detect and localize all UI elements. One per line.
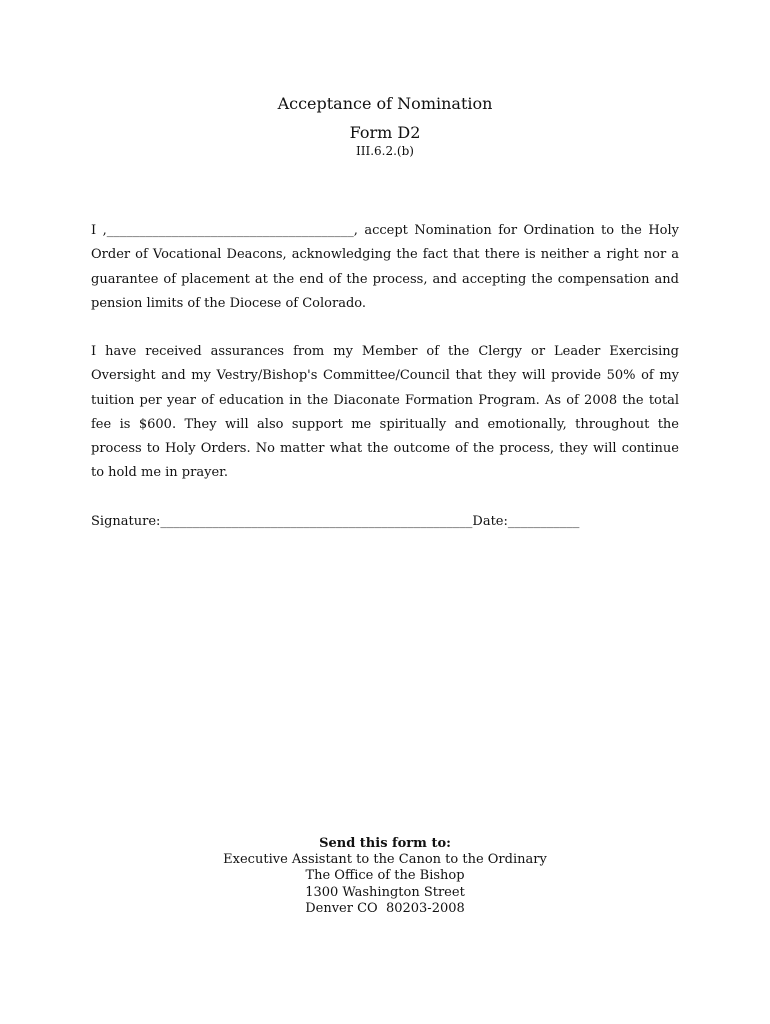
signature-field[interactable]: ________________________________________________: [160, 514, 473, 529]
office-line: The Office of the Bishop: [305, 868, 465, 884]
send-to-heading: Send this form to:: [319, 836, 451, 851]
signature-line: [91, 510, 691, 534]
reference-code: III.6.2.(b): [356, 144, 414, 158]
document-title: Acceptance of Nomination: [277, 94, 493, 113]
form-number: Form D2: [349, 123, 421, 142]
street-line: 1300 Washington Street: [305, 884, 465, 900]
mailing-address-block: [0, 836, 770, 917]
recipient-line: Executive Assistant to the Canon to the Ordinary: [223, 852, 547, 868]
date-label: Date:: [472, 514, 508, 529]
signature-label: Signature:: [91, 514, 161, 529]
assurance-paragraph: I have received assurances from my Member of the Clergy or Leader Exercising Oversight and my Vestry/Bishop's Committee/Council that they will provide 50% of my tuition per year of education in the Diaconate Formation Program. As of 2008 the total fee is $600. They will also support me spiritually and emotionally, throughout the process to Holy Orders. No matter what the outcome of the process, they will continue to hold me in prayer.: [91, 344, 679, 481]
acceptance-paragraph: I ,______________________________________, accept Nomination for Ordination to the Holy Order of Vocational Deacons, acknowledging the fact that there is neither a right nor a guarantee of placement at the end of the process, and accepting the compensation and pension limits of the Diocese of Colorado.: [91, 223, 679, 311]
city-line: Denver CO 80203-2008: [305, 900, 465, 916]
date-field[interactable]: ___________: [507, 514, 580, 529]
